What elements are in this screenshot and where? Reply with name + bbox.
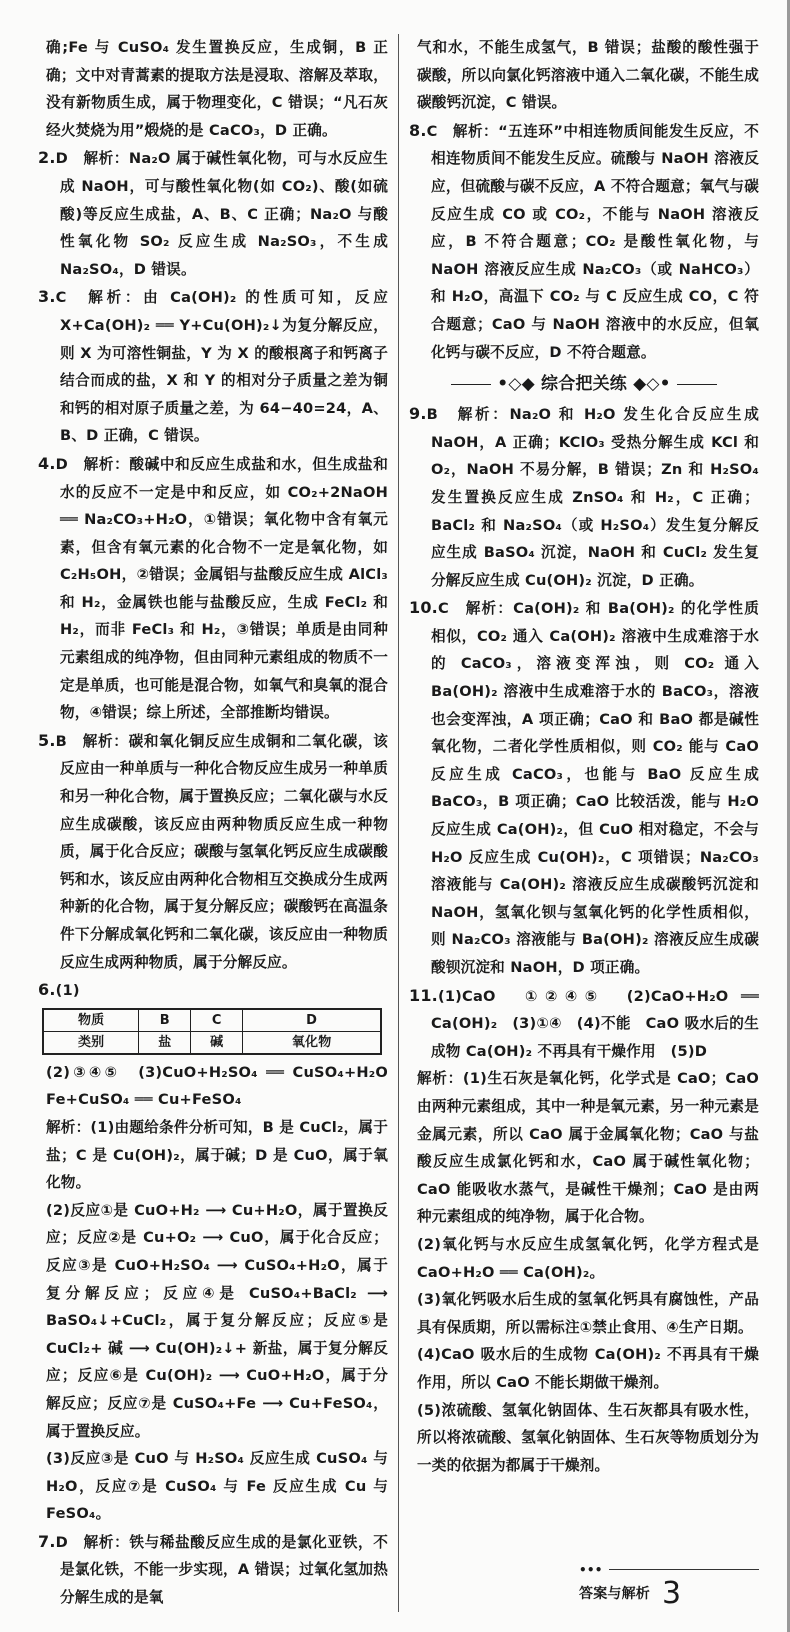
answer-text: D 解析：铁与稀盐酸反应生成的是氯化亚铁，不是氯化铁，不能一步实现，A 错误；过氧化氢加热分解生成的是氧 <box>55 1533 388 1607</box>
question-number: 3. <box>38 287 56 307</box>
table-row <box>43 1031 381 1054</box>
answer-11-analysis-1: 解析：(1)生石灰是氧化钙，化学式是 CaO；CaO 由两种元素组成，其中一种是氧元素，另一种元素是金属元素，所以 CaO 属于金属氧化物；CaO 与盐酸反应生成氯化钙和水，CaO 属于碱性氧化物；CaO 能吸收水蒸气，是碱性干燥剂；CaO 是由两种元素组成的纯净物，属于化合物。 <box>417 1070 759 1226</box>
left-column <box>38 34 403 1612</box>
answer-text: (1)CaO ①②④⑤ (2)CaO+H₂O ══ Ca(OH)₂ (3)①④ (4)不能 CaO 吸水后的生成物 Ca(OH)₂ 不再具有干燥作用 (5)D <box>431 987 759 1060</box>
footer-text <box>579 1576 759 1612</box>
page-number: 3 <box>662 1575 682 1611</box>
table-cell: 盐 <box>139 1031 191 1054</box>
divider <box>451 384 491 385</box>
footer-label: 答案与解析 <box>579 1585 650 1602</box>
page-footer <box>409 1554 759 1612</box>
answer-3 <box>38 283 388 450</box>
answer-6-analysis-3: (3)反应③是 CuO 与 H₂SO₄ 反应生成 CuSO₄ 与 H₂O，反应⑦是 CuSO₄ 与 Fe 反应生成 Cu 与 FeSO₄。 <box>46 1450 388 1523</box>
answer-6-analysis-1: 解析：(1)由题给条件分析可知，B 是 CuCl₂，属于盐；C 是 Cu(OH)₂，属于碱；D 是 CuO，属于氧化物。 <box>46 1118 388 1192</box>
question-number: 5. <box>38 730 56 750</box>
question-number: 6. <box>38 980 56 1000</box>
answer-11-analysis-5: (5)浓硫酸、氢氧化钠固体、生石灰都具有吸水性，所以将浓硫酸、氢氧化钠固体、生石灰等物质划分为一类的依据为都属于干燥剂。 <box>417 1401 759 1474</box>
table-cell: 氧化物 <box>243 1031 381 1054</box>
answer-7 <box>38 1528 388 1612</box>
question-number: 7. <box>38 1531 56 1551</box>
question-number: 10. <box>409 598 438 618</box>
question-number: 2. <box>38 148 56 168</box>
answer-10 <box>409 594 759 981</box>
answer-11-analysis-3: (3)氧化钙吸水后生成的氢氧化钙具有腐蚀性，产品具有保质期，所以需标注①禁止食用、④生产日期。 <box>417 1291 759 1336</box>
answer-text: D 解析：Na₂O 属于碱性氧化物，可与水反应生成 NaOH，可与酸性氧化物(如 CO₂)、酸(如硫酸)等反应生成盐，A、B、C 正确；Na₂O 与酸性氧化物 SO₂ 反应生成 Na₂SO₃，不生成 Na₂SO₄，D 错误。 <box>55 150 388 278</box>
answer-6-header <box>38 976 388 1005</box>
diamond-ornament-icon: ◆◇• <box>627 374 671 395</box>
table-cell: B <box>139 1009 191 1032</box>
section-title: 综合把关练 <box>541 374 627 395</box>
table-cell: D <box>243 1009 381 1032</box>
dots-ornament-icon: ••• <box>579 1562 603 1577</box>
answer-text: B 解析：碳和氧化铜反应生成铜和二氧化碳，该反应由一种单质与一种化合物反应生成另一种单质和另一种化合物，属于置换反应；二氧化碳与水反应生成碳酸，该反应由两种物质反应生成一种物质，属于化合反应；碳酸与氢氧化钙反应生成碳酸钙和水，该反应由两种化合物相互交换成分生成两种新的化合物，属于复分解反应；碳酸钙在高温条件下分解成氧化钙和二氧化碳，该反应由一种物质反应生成两种物质，属于分解反应。 <box>55 732 388 971</box>
right-column <box>398 34 759 1612</box>
section-heading <box>409 370 759 398</box>
question-number: 8. <box>409 120 427 140</box>
answer-text: C 解析：“五连环”中相连物质间能发生反应，不相连物质间不能发生反应。硫酸与 NaOH 溶液反应，但硫酸与碳不反应，A 不符合题意；氧气与碳反应生成 CO 或 CO₂，不能与 NaOH 溶液反应，B 不符合题意；CO₂ 是酸性氧化物，与 NaOH 溶液反应生成 Na₂CO₃（或 NaHCO₃）和 H₂O，高温下 CO₂ 与 C 反应生成 CO，C 符合题意；CaO 与 NaOH 溶液中的水反应，但氧化钙与碳不反应，D 不符合题意。 <box>426 122 759 361</box>
footer-rule <box>609 1569 759 1570</box>
answer-9 <box>409 400 759 594</box>
table-cell: C <box>191 1009 243 1032</box>
table-cell: 碱 <box>191 1031 243 1054</box>
table-cell: 类别 <box>43 1031 139 1054</box>
answer-11 <box>409 982 759 1066</box>
answer-text: C 解析：Ca(OH)₂ 和 Ba(OH)₂ 的化学性质相似，CO₂ 通入 Ca(OH)₂ 溶液中生成难溶于水的 CaCO₃，溶液变浑浊，则 CO₂ 通入 Ba(OH)₂ 溶液中生成难溶于水的 BaCO₃，溶液也会变浑浊，A 项正确；CaO 和 BaO 都是碱性氧化物，二者化学性质相似，则 CO₂ 能与 CaO 反应生成 CaCO₃，也能与 BaO 反应生成 BaCO₃，B 项正确；CaO 比较活泼，能与 H₂O 反应生成 Ca(OH)₂，但 CuO 相对稳定，不会与 H₂O 反应生成 Cu(OH)₂，C 项错误；Na₂CO₃ 溶液能与 Ca(OH)₂ 溶液反应生成碳酸钙沉淀和 NaOH，氢氧化钡与氢氧化钙的化学性质相似，则 Na₂CO₃ 溶液能与 Ba(OH)₂ 溶液反应生成碳酸钡沉淀和 NaOH，D 项正确。 <box>431 600 759 976</box>
continued-paragraph: 确;Fe 与 CuSO₄ 发生置换反应，生成铜，B 正确；文中对青蒿素的提取方法是浸取、溶解及萃取，没有新物质生成，属于物理变化，C 错误；“凡石灰经火焚烧为用”煅烧的是 CaCO₃，D 正确。 <box>46 39 388 139</box>
answer-6-answer: (2)③④⑤ (3)CuO+H₂SO₄ ══ CuSO₄+H₂O Fe+CuSO₄ ══ Cu+FeSO₄ <box>46 1063 403 1109</box>
answer-5 <box>38 727 388 976</box>
answer-11-analysis-2: (2)氧化钙与水反应生成氢氧化钙，化学方程式是 CaO+H₂O ══ Ca(OH)₂。 <box>417 1235 759 1281</box>
diamond-ornament-icon: •◇◆ <box>497 374 541 395</box>
answer-text: D 解析：酸碱中和反应生成盐和水，但生成盐和水的反应不一定是中和反应，如 CO₂+2NaOH ══ Na₂CO₃+H₂O，①错误；氧化物中含有氧元素，但含有氧元素的化合物不一定是氧化物，如 C₂H₅OH，②错误；金属铝与盐酸反应生成 AlCl₃ 和 H₂，金属铁也能与盐酸反应，生成 FeCl₂ 和 H₂，而非 FeCl₃ 和 H₂，③错误；单质是由同种元素组成的纯净物，但由同种元素组成的物质不一定是单质，也可能是混合物，如氧气和臭氧的混合物，④错误；综上所述，全部推断均错误。 <box>55 455 388 722</box>
answer-2 <box>38 144 388 283</box>
question-number: 9. <box>409 404 427 424</box>
divider <box>677 384 717 385</box>
table-cell: 物质 <box>43 1009 139 1032</box>
classification-table <box>42 1008 382 1055</box>
question-number: 11. <box>409 985 438 1005</box>
part-label: (1) <box>55 982 80 1000</box>
answer-text: B 解析：Na₂O 和 H₂O 发生化合反应生成 NaOH，A 正确；KClO₃ 受热分解生成 KCl 和 O₂，NaOH 不易分解，B 错误；Zn 和 H₂SO₄ 发生置换反应生成 ZnSO₄ 和 H₂，C 正确；BaCl₂ 和 Na₂SO₄（或 H₂SO₄）发生复分解反应生成 BaSO₄ 沉淀，NaOH 和 CuCl₂ 发生复分解反应生成 Cu(OH)₂ 沉淀，D 正确。 <box>426 406 759 589</box>
question-number: 4. <box>38 453 56 473</box>
table-row <box>43 1009 381 1032</box>
footer-ornament <box>579 1564 759 1576</box>
answer-4 <box>38 450 388 727</box>
answer-6-analysis-2: (2)反应①是 CuO+H₂ ⟶ Cu+H₂O，属于置换反应；反应②是 Cu+O₂ ⟶ CuO，属于化合反应；反应③是 CuO+H₂SO₄ ⟶ CuSO₄+H₂O，属于复分解反应；反应④是 CuSO₄+BaCl₂ ⟶ BaSO₄↓+CuCl₂，属于复分解反应；反应⑤是 CuCl₂+ 碱 ⟶ Cu(OH)₂↓+ 新盐，属于复分解反应；反应⑥是 Cu(OH)₂ ⟶ CuO+H₂O，属于分解反应；反应⑦是 CuSO₄+Fe ⟶ Cu+FeSO₄，属于置换反应。 <box>46 1201 388 1440</box>
answer-text: C 解析：由 Ca(OH)₂ 的性质可知，反应 X+Ca(OH)₂ ══ Y+Cu(OH)₂↓为复分解反应，则 X 为可溶性铜盐，Y 为 X 的酸根离子和钙离子结合而成的盐，X 和 Y 的相对分子质量之差为铜和钙的相对原子质量之差，为 64−40=24，A、B、D 正确，C 错误。 <box>55 289 388 445</box>
answer-11-analysis-4: (4)CaO 吸水后的生成物 Ca(OH)₂ 不再具有干燥作用，所以 CaO 不能长期做干燥剂。 <box>417 1346 759 1391</box>
answer-8 <box>409 117 759 366</box>
continued-paragraph: 气和水，不能生成氢气，B 错误；盐酸的酸性强于碳酸，所以向氯化钙溶液中通入二氧化碳，不能生成碳酸钙沉淀，C 错误。 <box>417 39 759 112</box>
